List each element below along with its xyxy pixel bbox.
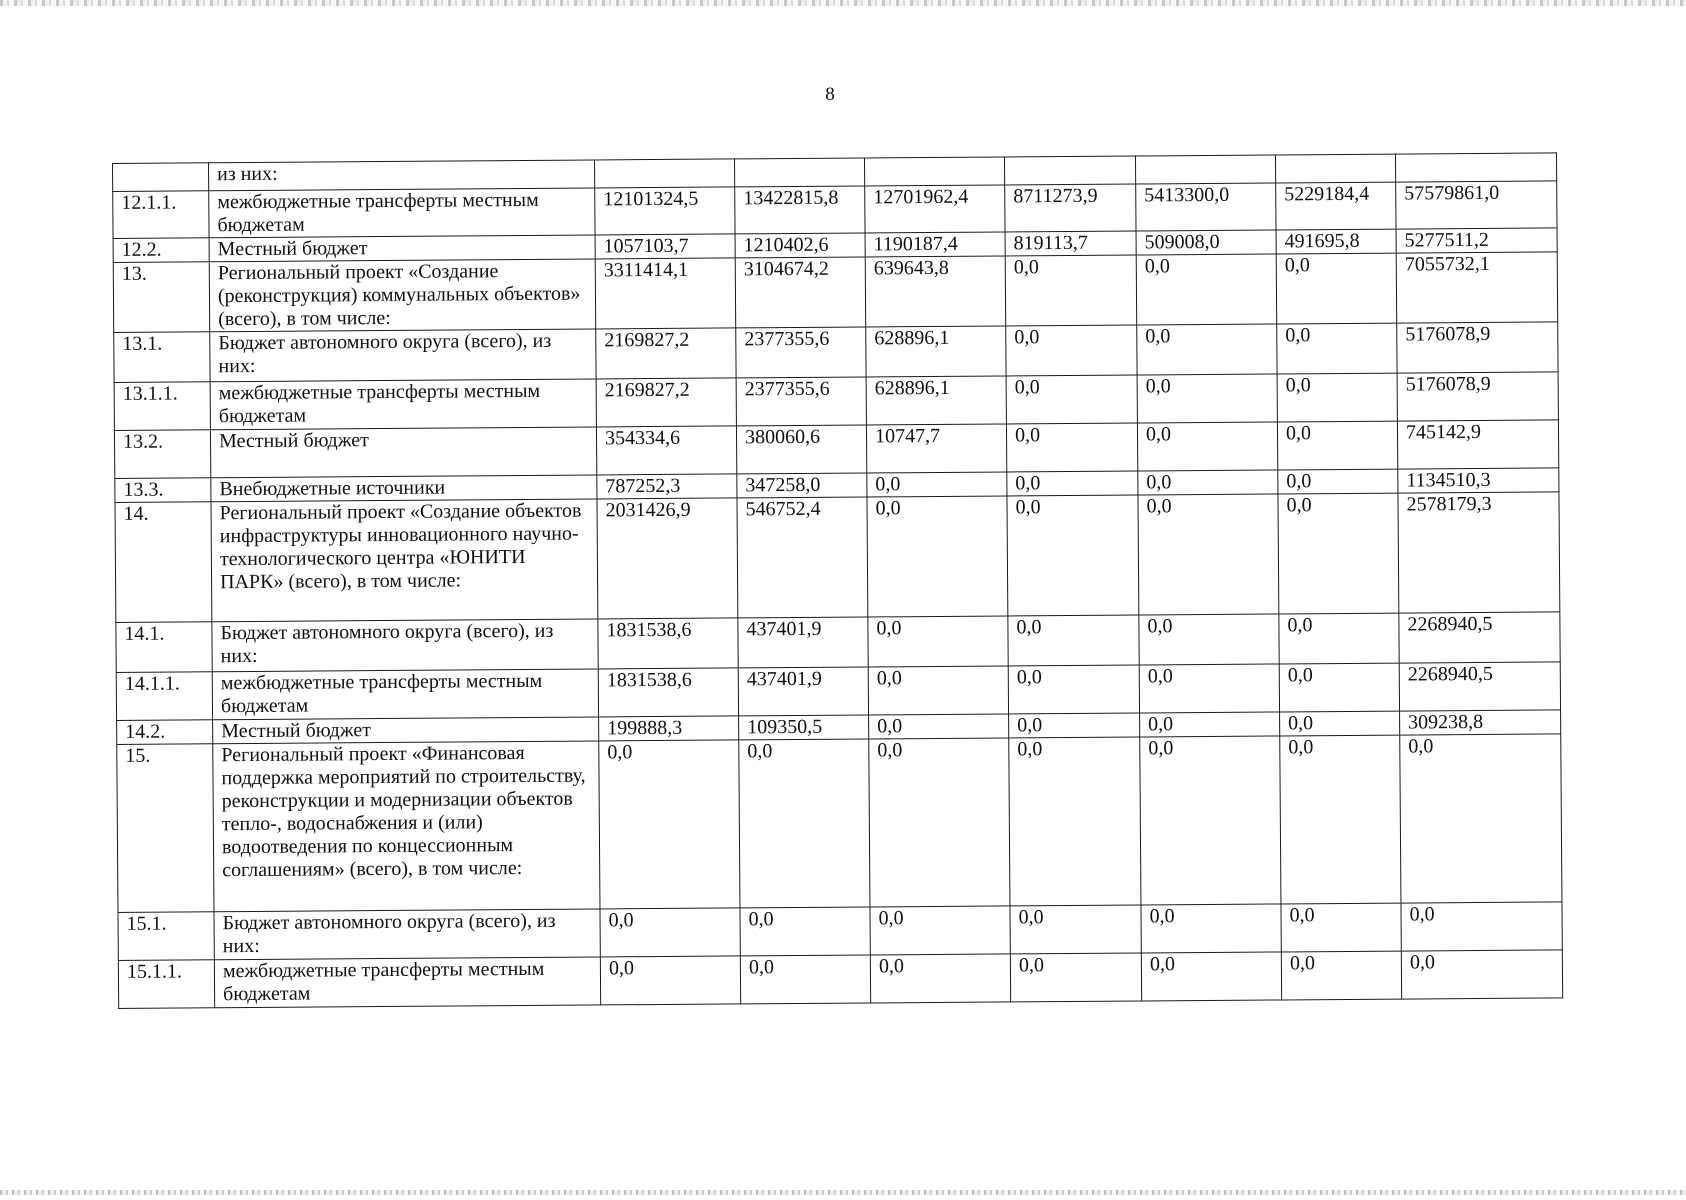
value-cell-4: 0,0: [1009, 737, 1141, 906]
value-cell-6: 0,0: [1280, 735, 1401, 904]
row-number-cell: 15.1.: [118, 912, 214, 961]
value-cell-3: 1190187,4: [865, 232, 1005, 257]
row-name-cell: Бюджет автономного округа (всего), из них:: [212, 619, 598, 672]
value-cell-2: 546752,4: [737, 497, 868, 618]
value-cell-5: 0,0: [1140, 736, 1281, 905]
value-cell-5: 0,0: [1138, 494, 1279, 615]
value-cell-6: 0,0: [1279, 663, 1399, 712]
value-cell-6: 0,0: [1277, 373, 1397, 422]
value-cell-3: 0,0: [867, 472, 1007, 497]
value-cell-3: 10747,7: [866, 424, 1006, 473]
value-cell-6: 0,0: [1279, 613, 1399, 664]
value-cell-1: 0,0: [600, 908, 740, 957]
value-cell-7: 5176078,9: [1397, 322, 1558, 373]
row-number-cell: 13.1.: [114, 332, 210, 383]
value-cell-6: 0,0: [1277, 421, 1397, 470]
value-cell-6: 0,0: [1278, 469, 1398, 494]
value-cell-3: 0,0: [869, 738, 1010, 907]
value-cell-2: 380060,6: [736, 425, 866, 474]
page-number: 8: [825, 84, 835, 105]
row-name-cell: межбюджетные трансферты местным бюджетам: [210, 379, 596, 430]
value-cell-1: [594, 159, 734, 188]
row-name-cell: межбюджетные трансферты местным бюджетам: [209, 188, 595, 238]
value-cell-1: 354334,6: [596, 426, 736, 475]
budget-table: [112, 152, 1563, 1009]
row-number-cell: 14.1.1.: [116, 672, 212, 721]
value-cell-4: 0,0: [1008, 665, 1139, 714]
value-cell-2: [734, 158, 864, 187]
row-number-cell: 12.2.: [113, 238, 209, 263]
value-cell-2: 3104674,2: [735, 257, 866, 328]
row-number-cell: 14.1.: [116, 622, 212, 673]
table-row: [113, 252, 1557, 333]
value-cell-5: 0,0: [1136, 254, 1277, 325]
row-number-cell: 13.3.: [115, 478, 211, 503]
value-cell-5: 509008,0: [1136, 230, 1276, 255]
value-cell-2: 13422815,8: [735, 186, 865, 234]
value-cell-4: 0,0: [1006, 325, 1137, 376]
value-cell-1: 0,0: [600, 956, 740, 1005]
value-cell-2: 109350,5: [739, 715, 869, 740]
row-number-cell: 15.1.1.: [118, 960, 214, 1009]
row-number-cell: 13.: [113, 262, 210, 333]
value-cell-5: 5413300,0: [1136, 183, 1276, 231]
value-cell-1: 2169827,2: [596, 328, 736, 379]
value-cell-2: 0,0: [740, 955, 870, 1004]
row-name-cell: межбюджетные трансферты местным бюджетам: [214, 957, 600, 1008]
value-cell-5: 0,0: [1137, 422, 1277, 471]
row-number-cell: [113, 163, 209, 192]
table-row: [117, 734, 1562, 913]
value-cell-4: 0,0: [1007, 471, 1138, 496]
value-cell-6: 0,0: [1280, 711, 1400, 736]
value-cell-5: 0,0: [1138, 470, 1278, 495]
value-cell-5: 0,0: [1137, 374, 1277, 423]
value-cell-4: 0,0: [1010, 905, 1141, 954]
value-cell-3: 0,0: [868, 666, 1008, 715]
row-number-cell: 14.: [115, 502, 212, 623]
value-cell-4: [1004, 156, 1135, 185]
value-cell-6: 0,0: [1276, 253, 1397, 324]
table-row: [118, 950, 1562, 1009]
row-name-cell: Местный бюджет: [209, 235, 595, 262]
value-cell-4: 0,0: [1010, 953, 1141, 1002]
value-cell-3: 628896,1: [866, 326, 1006, 377]
value-cell-7: 0,0: [1401, 950, 1562, 999]
value-cell-5: 0,0: [1137, 324, 1277, 375]
row-number-cell: 12.1.1.: [113, 191, 209, 239]
value-cell-7: 57579861,0: [1396, 181, 1557, 229]
value-cell-6: 491695,8: [1276, 229, 1396, 254]
value-cell-5: 0,0: [1139, 664, 1279, 713]
value-cell-6: 0,0: [1281, 951, 1401, 1000]
row-name-cell: Региональный проект «Создание (реконструкция) коммунальных объектов» (всего), в том числе:: [209, 259, 596, 332]
value-cell-6: 0,0: [1278, 493, 1399, 614]
value-cell-7: 309238,8: [1400, 710, 1561, 735]
value-cell-7: 745142,9: [1397, 420, 1558, 469]
value-cell-7: 0,0: [1400, 734, 1562, 903]
value-cell-1: 12101324,5: [595, 187, 735, 235]
value-cell-1: 787252,3: [597, 474, 737, 499]
value-cell-1: 1831538,6: [598, 618, 738, 669]
value-cell-7: 5277511,2: [1396, 228, 1557, 253]
value-cell-4: 0,0: [1005, 255, 1137, 326]
value-cell-7: 0,0: [1401, 902, 1562, 951]
value-cell-4: 0,0: [1006, 375, 1137, 424]
value-cell-4: 819113,7: [1005, 231, 1136, 256]
value-cell-3: 628896,1: [866, 376, 1006, 425]
row-name-cell: Бюджет автономного округа (всего), из них:: [214, 909, 600, 960]
value-cell-6: [1275, 154, 1395, 183]
value-cell-5: 0,0: [1140, 712, 1280, 737]
value-cell-3: 0,0: [870, 906, 1010, 955]
value-cell-2: 0,0: [739, 739, 870, 908]
scan-edge-top: [0, 0, 1686, 6]
value-cell-7: 2578179,3: [1398, 492, 1560, 613]
value-cell-5: [1135, 155, 1275, 184]
row-name-cell: из них:: [209, 160, 595, 191]
value-cell-6: 0,0: [1281, 903, 1401, 952]
table-row: [115, 492, 1560, 623]
value-cell-2: 437401,9: [738, 667, 868, 716]
value-cell-3: [864, 157, 1004, 186]
value-cell-2: 1210402,6: [735, 233, 865, 258]
value-cell-7: 1134510,3: [1398, 468, 1559, 493]
value-cell-1: 1057103,7: [595, 234, 735, 259]
value-cell-1: 1831538,6: [598, 668, 738, 717]
value-cell-7: [1395, 153, 1556, 182]
value-cell-4: 8711273,9: [1005, 184, 1136, 232]
value-cell-5: 0,0: [1141, 952, 1281, 1001]
value-cell-3: 0,0: [870, 954, 1010, 1003]
value-cell-2: 2377355,6: [736, 327, 866, 378]
row-number-cell: 13.1.1.: [114, 382, 210, 431]
value-cell-3: 0,0: [868, 616, 1008, 667]
row-name-cell: Бюджет автономного округа (всего), из них:: [210, 329, 596, 382]
value-cell-7: 2268940,5: [1399, 662, 1560, 711]
value-cell-3: 0,0: [869, 714, 1009, 739]
value-cell-7: 2268940,5: [1399, 612, 1560, 663]
value-cell-4: 0,0: [1008, 615, 1139, 666]
value-cell-2: 0,0: [740, 907, 870, 956]
row-name-cell: Региональный проект «Финансовая поддержка мероприятий по строительству, реконструкции и модернизации объектов тепло-, водоснабжения и (или) водоотведения по концессионным соглашениям» (всего), в том числе:: [213, 741, 600, 912]
value-cell-1: 3311414,1: [595, 258, 736, 329]
value-cell-2: 437401,9: [738, 617, 868, 668]
value-cell-4: 0,0: [1006, 423, 1137, 472]
row-name-cell: Местный бюджет: [213, 717, 599, 744]
value-cell-6: 0,0: [1277, 323, 1397, 374]
row-name-cell: Региональный проект «Создание объектов инфраструктуры инновационного научно-технологического центра «ЮНИТИ ПАРК» (всего), в том числе:: [211, 499, 598, 622]
value-cell-4: 0,0: [1009, 713, 1140, 738]
value-cell-5: 0,0: [1141, 904, 1281, 953]
value-cell-4: 0,0: [1007, 495, 1139, 616]
row-name-cell: межбюджетные трансферты местным бюджетам: [212, 669, 598, 720]
value-cell-1: 0,0: [599, 740, 740, 909]
value-cell-3: 12701962,4: [865, 185, 1005, 233]
value-cell-5: 0,0: [1139, 614, 1279, 665]
value-cell-1: 2169827,2: [596, 378, 736, 427]
budget-table-body: [113, 153, 1563, 1009]
value-cell-7: 7055732,1: [1396, 252, 1558, 323]
row-name-cell: Местный бюджет: [210, 427, 596, 478]
value-cell-3: 639643,8: [865, 256, 1006, 327]
value-cell-1: 2031426,9: [597, 498, 738, 619]
scan-edge-bottom: [0, 1190, 1686, 1195]
value-cell-2: 2377355,6: [736, 377, 866, 426]
value-cell-1: 199888,3: [599, 716, 739, 741]
row-number-cell: 13.2.: [114, 430, 210, 479]
row-number-cell: 15.: [117, 744, 214, 913]
value-cell-7: 5176078,9: [1397, 372, 1558, 421]
value-cell-3: 0,0: [867, 496, 1008, 617]
row-name-cell: Внебюджетные источники: [211, 475, 597, 502]
value-cell-2: 347258,0: [737, 473, 867, 498]
row-number-cell: 14.2.: [117, 720, 213, 745]
value-cell-6: 5229184,4: [1276, 182, 1396, 230]
